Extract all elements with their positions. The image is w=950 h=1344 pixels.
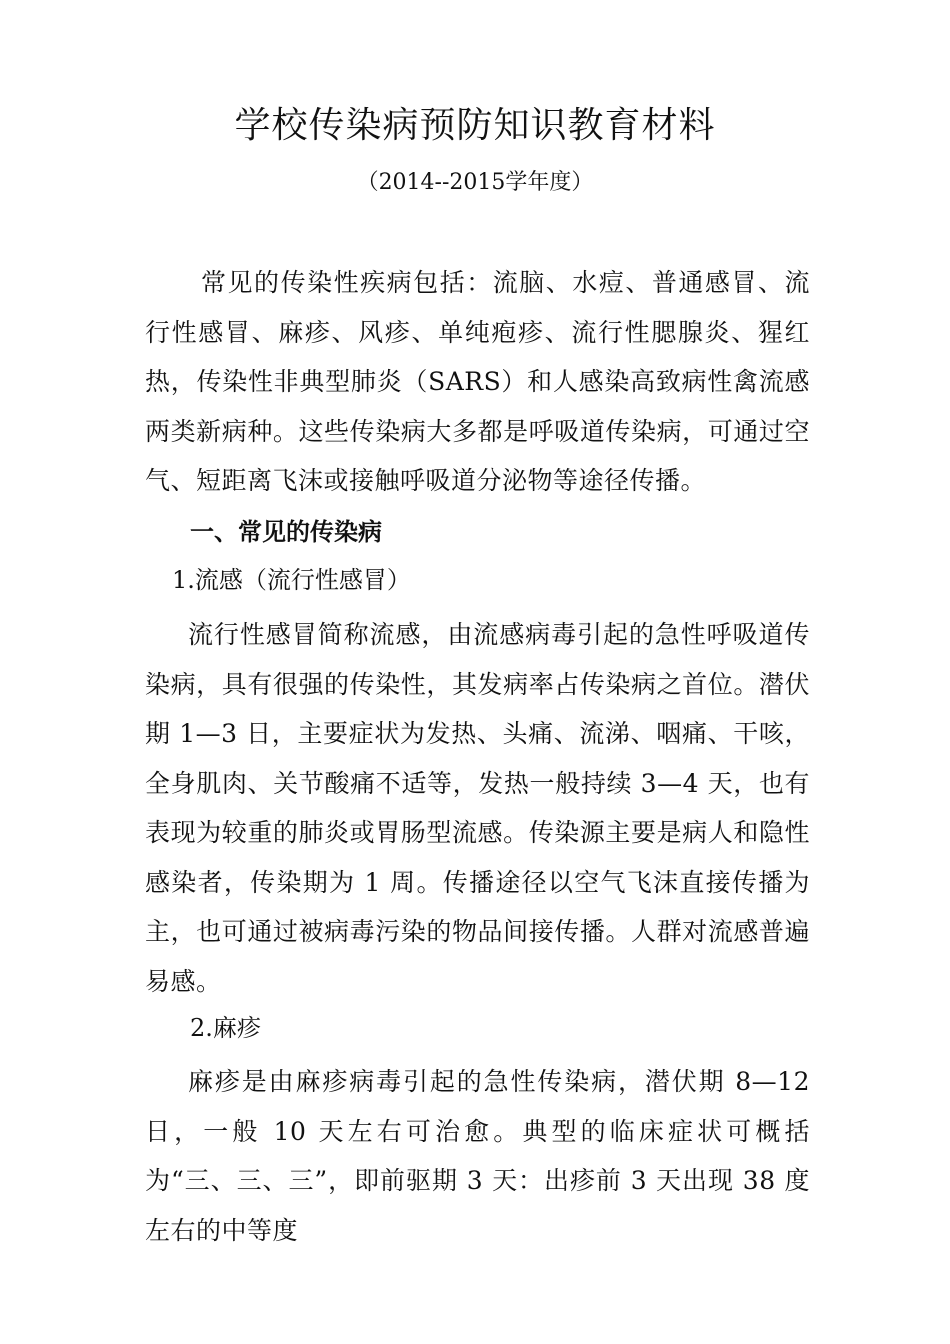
measles-paragraph: 麻疹是由麻疹病毒引起的急性传染病，潜伏期 8—12 日，一般 10 天左右可治愈。典型的临床症状可概括为“三、三、三”，即前驱期 3 天：出疹前 3 天出现 38 度左右的中等度 — [145, 1067, 810, 1245]
document-subtitle: （2014--2015学年度） — [356, 170, 594, 195]
section-heading-common-diseases: 一、常见的传染病 — [190, 518, 382, 546]
document-title: 学校传染病预防知识教育材料 — [234, 105, 716, 146]
intro-paragraph: 常见的传染性疾病包括：流脑、水痘、普通感冒、流行性感冒、麻疹、风疹、单纯疱疹、流行性腮腺炎、猩红热，传染性非典型肺炎（SARS）和人感染高致病性禽流感两类新病种。这些传染病大多都是呼吸道传染病，可通过空气、短距离飞沫或接触呼吸道分泌物等途径传播。 — [145, 268, 810, 495]
subsection-heading-flu: 1.流感（流行性感冒） — [172, 566, 411, 594]
flu-paragraph: 流行性感冒简称流感，由流感病毒引起的急性呼吸道传染病，具有很强的传染性，其发病率占传染病之首位。潜伏期 1—3 日，主要症状为发热、头痛、流涕、咽痛、干咳，全身肌肉、关节酸痛不适等，发热一般持续 3—4 天，也有表现为较重的肺炎或胃肠型流感。传染源主要是病人和隐性感染者，传染期为 1 周。传播途径以空气飞沫直接传播为主，也可通过被病毒污染的物品间接传播。人群对流感普遍易感。 — [145, 620, 810, 996]
subsection-heading-measles: 2.麻疹 — [190, 1014, 261, 1042]
